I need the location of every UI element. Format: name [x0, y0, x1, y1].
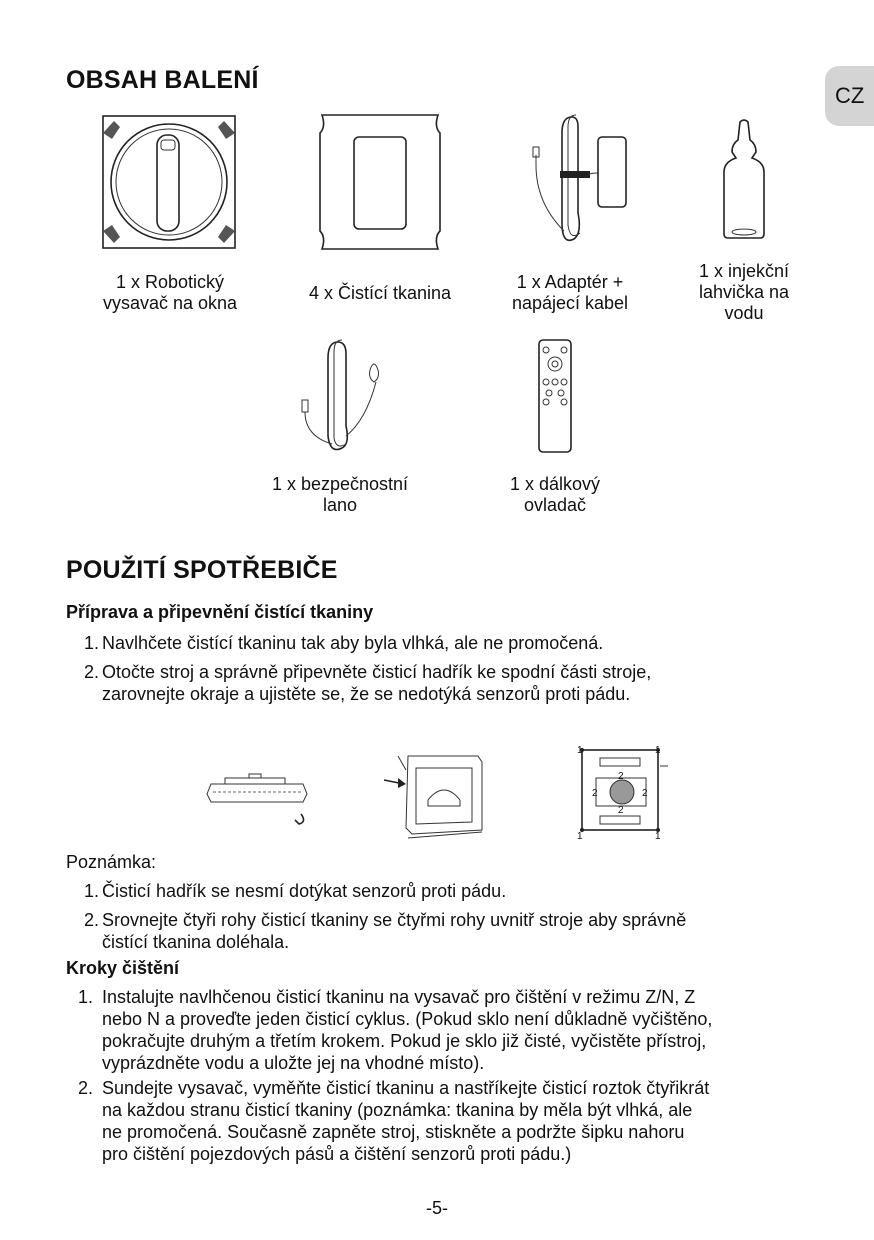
note-heading: Poznámka:: [66, 852, 157, 872]
list-item: 1. Instalujte navlhčenou čisticí tkaninu na vysavač pro čištění v režimu Z/N, Z nebo N a proveďte jeden čisticí cyklus. (Pokud sklo není důkladně vyčištěno, pokračujte druhým a třetím krokem. Pokud je sklo již čisté, vyčistěte přístroj, vyprázdněte vodu a uložte jej na vhodné místo).: [78, 987, 713, 1073]
cloth-attach-figure-flip: [382, 752, 490, 844]
list-item: 2. Sundejte vysavač, vyměňte čisticí tkaninu a nastříkejte čisticí roztok čtyřikrát na každou stranu čisticí tkaniny (poznámka: tkanina by měla být vlhká, ale ne promočená. Současně zapněte stroj, stiskněte a podržte šipku nahoru pro čištění pojezdových pásů a čištění senzorů proti pádu.): [78, 1078, 710, 1164]
item-caption-cloth: 4 x Čistící tkanina: [308, 283, 452, 303]
item-caption-remote: 1 x dálkový ovladač: [509, 474, 601, 515]
list-item: 2. Otočte stroj a správně připevněte čisticí hadřík ke spodní části stroje, zarovnejte okraje a ujistěte se, že se nedotýká senzorů proti pádu.: [84, 662, 652, 704]
robot-vacuum-image: [100, 113, 240, 253]
subheading-cleaning-steps: Kroky čištění: [66, 958, 180, 978]
cloth-attach-figure-side: [205, 770, 310, 828]
safety-rope-image: [296, 340, 396, 460]
remote-control-image: [537, 338, 573, 456]
item-caption-rope: 1 x bezpečnostní lano: [271, 474, 409, 515]
section-title-usage: POUŽITÍ SPOTŘEBIČE: [66, 556, 338, 584]
item-caption-robot: 1 x Robotický vysavač na okna: [102, 272, 238, 313]
language-tab-label: CZ: [835, 83, 865, 108]
cleaning-cloth-image: [316, 113, 444, 253]
item-caption-bottle: 1 x injekční lahvička na vodu: [698, 261, 790, 323]
language-tab: [825, 66, 874, 126]
section-title-contents: OBSAH BALENÍ: [66, 66, 259, 94]
item-caption-adapter: 1 x Adaptér + napájecí kabel: [511, 272, 629, 313]
diagram-label-corner: 1: [577, 831, 583, 842]
diagram-label-corner: 1: [577, 745, 583, 756]
diagram-label-center: 2: [618, 805, 624, 816]
page-number: -5-: [426, 1198, 448, 1218]
diagram-label-corner: 1: [655, 745, 661, 756]
diagram-label-center: 2: [642, 788, 648, 799]
diagram-label-center: 2: [618, 771, 624, 782]
cloth-corner-alignment-diagram: [576, 744, 668, 840]
list-item: 2. Srovnejte čtyři rohy čisticí tkaniny se čtyřmi rohy uvnitř stroje aby správně čistící tkanina doléhala.: [84, 910, 687, 952]
diagram-label-corner: 1: [655, 831, 661, 842]
injection-bottle-image: [720, 118, 768, 243]
diagram-label-center: 2: [592, 788, 598, 799]
subheading-preparation: Příprava a připevnění čistící tkaniny: [66, 602, 374, 622]
adapter-cable-image: [530, 113, 630, 248]
